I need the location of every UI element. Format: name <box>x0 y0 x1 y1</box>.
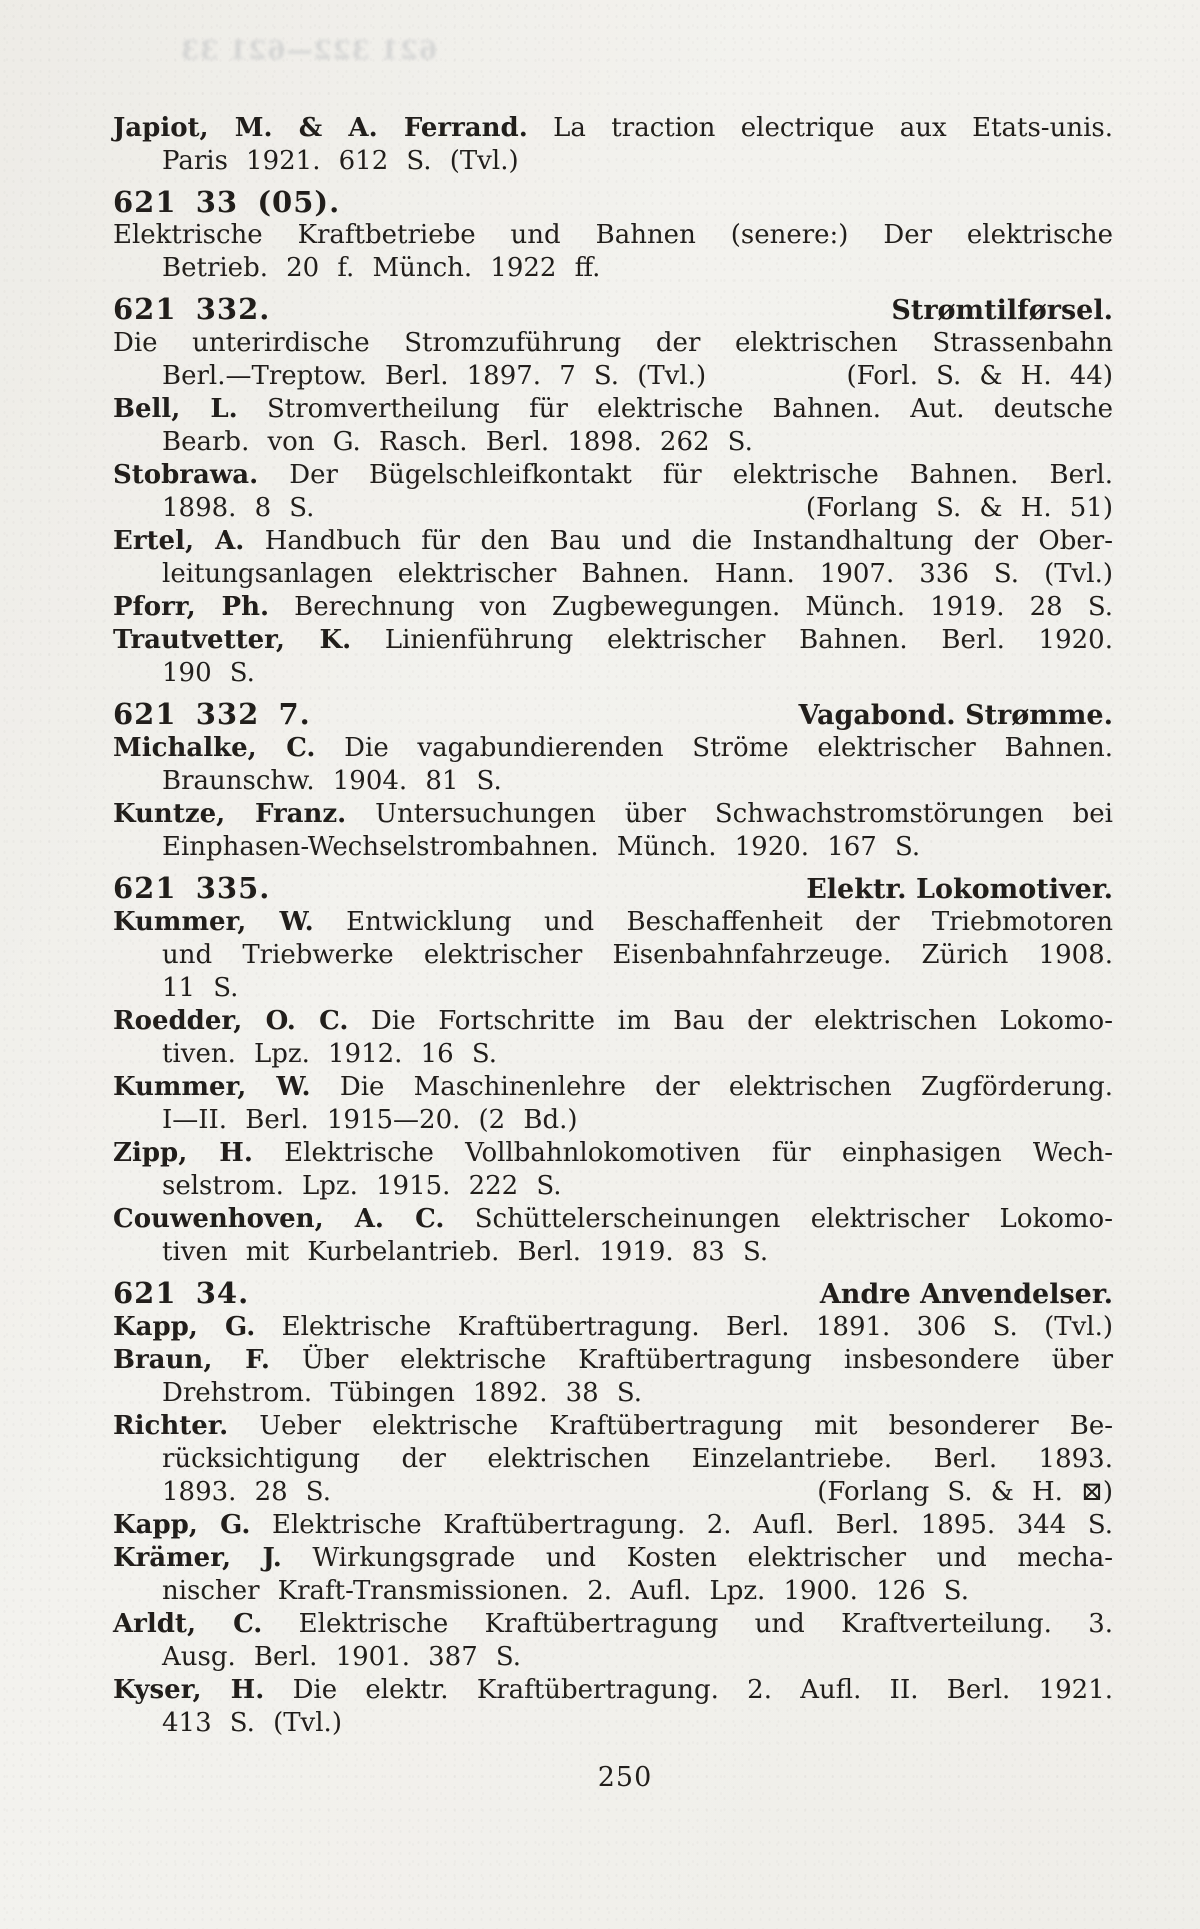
entry-line <box>113 1608 1113 1641</box>
entry-line <box>113 798 1113 831</box>
entry-line <box>113 1236 1113 1269</box>
entry-text: Braunschw. 1904. 81 S. <box>162 766 502 796</box>
entry-line <box>113 1203 1113 1236</box>
entry-text <box>162 360 706 393</box>
entry-text: Ueber elektrische Kraftübertragung mit besonderer Be- <box>228 1411 1113 1441</box>
author-name: Kummer, W. <box>113 1072 311 1102</box>
entry-text: Schüttelerscheinungen elektrischer Lokomo- <box>444 1204 1113 1234</box>
bib-entry <box>113 1509 1113 1542</box>
section-heading <box>113 698 1113 732</box>
bleedthrough-mirrored-header: 621 322—621 33 <box>180 36 438 66</box>
bib-entry <box>113 591 1113 624</box>
entry-text: Paris 1921. 612 S. (Tvl.) <box>162 146 519 176</box>
bib-entry <box>113 1542 1113 1608</box>
entry-text: I—II. Berl. 1915—20. (2 Bd.) <box>162 1105 578 1135</box>
entry-line <box>113 1038 1113 1071</box>
author-name: Couwenhoven, A. C. <box>113 1204 445 1234</box>
author-name: Kapp, G. <box>113 1510 251 1540</box>
entry-text: 190 S. <box>162 658 255 688</box>
bib-entry <box>113 1203 1113 1269</box>
entry-line <box>113 1443 1113 1476</box>
author-name: Kuntze, Franz. <box>113 799 347 829</box>
entry-line <box>113 1476 1113 1509</box>
entry-line <box>113 1137 1113 1170</box>
entry-text: rücksichtigung der elektrischen Einzelantriebe. Berl. 1893. <box>162 1444 1113 1474</box>
entry-text: Elektrische Kraftübertragung und Kraftverteilung. 3. <box>262 1609 1113 1639</box>
catalog-note: (Forl. S. & H. 44) <box>846 361 1113 391</box>
entry-line <box>113 1377 1113 1410</box>
entry-text: Drehstrom. Tübingen 1892. 38 S. <box>162 1378 643 1408</box>
entry-line <box>113 972 1113 1005</box>
entry-text: Untersuchungen über Schwachstromstörungen bei <box>346 799 1113 829</box>
section-number: 621 332. <box>113 292 271 326</box>
author-name: Richter. <box>113 1411 229 1441</box>
section-title: Strømtilførsel. <box>891 295 1113 326</box>
section-heading <box>113 1277 1113 1311</box>
entry-text: Bearb. von G. Rasch. Berl. 1898. 262 S. <box>162 427 753 457</box>
section-number: 621 34. <box>113 1276 250 1310</box>
entry-text: leitungsanlagen elektrischer Bahnen. Hann. 1907. 336 S. (Tvl.) <box>162 559 1113 589</box>
author-name: Michalke, C. <box>113 733 316 763</box>
entry-line <box>113 1641 1113 1674</box>
author-name: Bell, L. <box>113 394 238 424</box>
entry-line <box>113 558 1113 591</box>
entry-text: La traction electrique aux Etats-unis. <box>527 113 1114 143</box>
author-name: Zipp, H. <box>113 1138 253 1168</box>
bib-entry <box>113 624 1113 690</box>
entry-text: Entwicklung und Beschaffenheit der Triebmotoren <box>313 907 1113 937</box>
entry-line <box>113 1005 1113 1038</box>
catalog-note: (Forlang S. & H. ⊠) <box>817 1477 1113 1507</box>
section-title: Andre Anvendelser. <box>819 1279 1113 1310</box>
entry-line <box>113 459 1113 492</box>
author-name: Stobrawa. <box>113 460 259 490</box>
catalog-note: (Forlang S. & H. 51) <box>805 493 1113 523</box>
entry-line <box>113 112 1113 145</box>
author-name: Trautvetter, K. <box>113 625 352 655</box>
author-name: Kyser, H. <box>113 1675 265 1705</box>
entry-line <box>113 906 1113 939</box>
bib-entry <box>113 525 1113 591</box>
entry-line <box>113 1311 1113 1344</box>
entry-text: nischer Kraft-Transmissionen. 2. Aufl. Lpz. 1900. 126 S. <box>162 1576 969 1606</box>
author-name: Kummer, W. <box>113 907 314 937</box>
entry-text: Linienführung elektrischer Bahnen. Berl. 1920. <box>351 625 1113 655</box>
section-heading <box>113 293 1113 327</box>
author-name: Braun, F. <box>113 1345 270 1375</box>
entry-text <box>162 492 314 525</box>
entry-line <box>113 1674 1113 1707</box>
entry-text: Wirkungsgrade und Kosten elektrischer und mecha- <box>281 1543 1113 1573</box>
entry-text: Elektrische Vollbahnlokomotiven für einphasigen Wech- <box>252 1138 1114 1168</box>
author-name: Roedder, O. C. <box>113 1006 349 1036</box>
entry-line <box>113 1575 1113 1608</box>
entry-line <box>113 1170 1113 1203</box>
entry-line <box>113 145 1113 178</box>
entry-text: Die elektr. Kraftübertragung. 2. Aufl. II. Berl. 1921. <box>264 1675 1114 1705</box>
entry-line <box>113 624 1113 657</box>
entry-line <box>113 525 1113 558</box>
entry-line <box>113 939 1113 972</box>
entry-text: Über elektrische Kraftübertragung insbesondere über <box>269 1345 1114 1375</box>
entry-text: Die Maschinenlehre der elektrischen Zugförderung. <box>310 1072 1113 1102</box>
entry-line <box>113 831 1113 864</box>
section-title: Elektr. Lokomotiver. <box>806 874 1113 905</box>
entry-text: Die Fortschritte im Bau der elektrischen Lokomo- <box>348 1006 1113 1036</box>
entry-line <box>113 1071 1113 1104</box>
entry-text <box>162 1476 331 1509</box>
author-name: Krämer, J. <box>113 1543 282 1573</box>
entry-line <box>113 657 1113 690</box>
entry-text: 1893. 28 S. <box>162 1477 331 1507</box>
entry-text: Einphasen-Wechselstrombahnen. Münch. 1920. 167 S. <box>162 832 921 862</box>
entry-line <box>113 1410 1113 1443</box>
entry-line <box>113 252 1113 285</box>
entry-text: Handbuch für den Bau und die Instandhaltung der Ober- <box>244 526 1113 556</box>
bib-entry <box>113 1410 1113 1509</box>
entry-line <box>113 1707 1113 1740</box>
bib-entry <box>113 1005 1113 1071</box>
entry-text: Elektrische Kraftübertragung. Berl. 1891. 306 S. (Tvl.) <box>255 1312 1113 1342</box>
bib-entry <box>113 732 1113 798</box>
bib-entry <box>113 1674 1113 1740</box>
bibliography <box>113 112 1113 1740</box>
bib-entry <box>113 1311 1113 1344</box>
bib-entry <box>113 1071 1113 1137</box>
entry-text: tiven mit Kurbelantrieb. Berl. 1919. 83 S. <box>162 1237 769 1267</box>
entry-text: Berl.—Treptow. Berl. 1897. 7 S. (Tvl.) <box>162 361 707 391</box>
page-number: 250 <box>597 1762 653 1793</box>
entry-text: Berechnung von Zugbewegungen. Münch. 1919. 28 S. <box>269 592 1113 622</box>
entry-text: 11 S. <box>162 973 239 1003</box>
entry-line <box>113 765 1113 798</box>
author-name: Kapp, G. <box>113 1312 256 1342</box>
bib-entry <box>113 459 1113 525</box>
entry-line <box>113 1344 1113 1377</box>
section-number: 621 335. <box>113 871 271 905</box>
entry-line <box>113 393 1113 426</box>
entry-line <box>113 426 1113 459</box>
bib-entry <box>113 906 1113 1005</box>
bib-entry <box>113 327 1113 393</box>
entry-text: und Triebwerke elektrischer Eisenbahnfahrzeuge. Zürich 1908. <box>162 940 1113 970</box>
entry-text: Ausg. Berl. 1901. 387 S. <box>162 1642 522 1672</box>
entry-text: Der Bügelschleifkontakt für elektrische Bahnen. Berl. <box>258 460 1113 490</box>
entry-text: Elektrische Kraftbetriebe und Bahnen (senere:) Der elektrische <box>113 220 1113 250</box>
bib-entry <box>113 112 1113 178</box>
author-name: Arldt, C. <box>113 1609 263 1639</box>
entry-line <box>113 327 1113 360</box>
bib-entry <box>113 393 1113 459</box>
entry-text: Die vagabundierenden Ströme elektrischer Bahnen. <box>315 733 1114 763</box>
entry-text: tiven. Lpz. 1912. 16 S. <box>162 1039 497 1069</box>
entry-text: 1898. 8 S. <box>162 493 315 523</box>
bib-entry <box>113 219 1113 285</box>
section-title: Vagabond. Strømme. <box>798 700 1113 731</box>
section-number: 621 33 (05). <box>113 185 341 219</box>
author-name: Ertel, A. <box>113 526 245 556</box>
entry-text: Elektrische Kraftübertragung. 2. Aufl. Berl. 1895. 344 S. <box>250 1510 1113 1540</box>
bib-entry <box>113 1608 1113 1674</box>
entry-text: Stromvertheilung für elektrische Bahnen. Aut. deutsche <box>237 394 1113 424</box>
author-name: Pforr, Ph. <box>113 592 270 622</box>
entry-line <box>113 1509 1113 1542</box>
author-name: Japiot, M. & A. Ferrand. <box>113 113 528 143</box>
entry-line <box>113 219 1113 252</box>
entry-text: selstrom. Lpz. 1915. 222 S. <box>162 1171 562 1201</box>
section-number: 621 332 7. <box>113 697 311 731</box>
entry-line <box>113 1542 1113 1575</box>
entry-text: Die unterirdische Stromzuführung der elektrischen Strassenbahn <box>113 328 1113 358</box>
entry-text: 413 S. (Tvl.) <box>162 1708 342 1738</box>
entry-text: Betrieb. 20 f. Münch. 1922 ff. <box>162 253 601 283</box>
section-heading <box>113 186 1113 219</box>
entry-line <box>113 492 1113 525</box>
entry-line <box>113 732 1113 765</box>
entry-line <box>113 591 1113 624</box>
entry-line <box>113 360 1113 393</box>
bib-entry <box>113 1137 1113 1203</box>
bib-entry <box>113 798 1113 864</box>
section-heading <box>113 872 1113 906</box>
bib-entry <box>113 1344 1113 1410</box>
entry-line <box>113 1104 1113 1137</box>
